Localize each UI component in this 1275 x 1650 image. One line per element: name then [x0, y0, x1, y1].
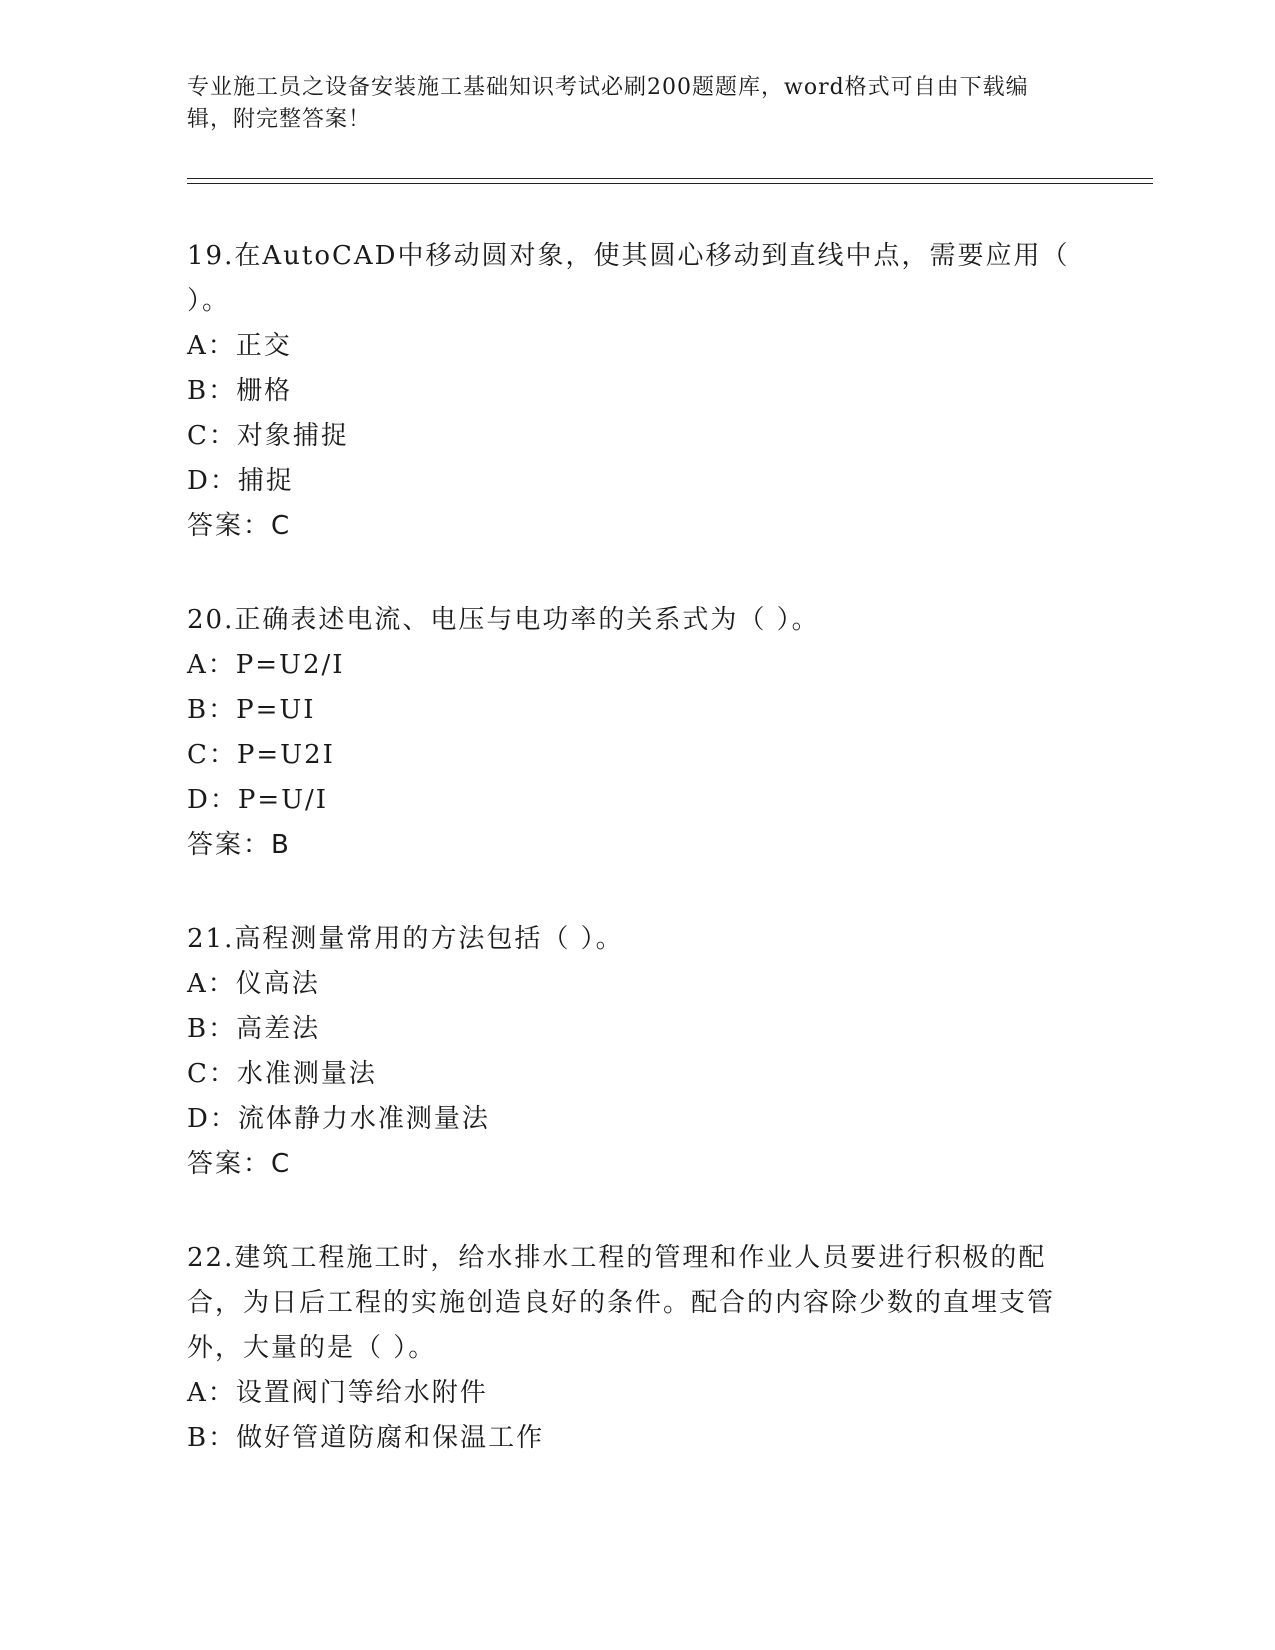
option-text: P=U2I [236, 740, 335, 770]
option-key: D： [187, 785, 238, 815]
option-key: A： [187, 1378, 236, 1408]
question-stem: 22.建筑工程施工时，给水排水工程的管理和作业人员要进行积极的配合，为日后工程的实施创造良好的条件。配合的内容除少数的直埋支管外，大量的是（ ）。 [187, 1243, 1056, 1363]
option-text: P=UI [236, 695, 316, 725]
option-a [187, 1371, 1087, 1416]
option-c [187, 414, 1087, 459]
option-text: 水准测量法 [236, 1059, 377, 1089]
option-b [187, 1007, 1087, 1052]
option-key: C： [187, 1059, 237, 1089]
option-key: A： [187, 969, 236, 999]
option-a [187, 962, 1087, 1007]
option-text: 对象捕捉 [236, 421, 349, 451]
option-text: 栅格 [236, 376, 293, 406]
option-b [187, 1416, 1087, 1461]
question-22 [187, 1236, 1087, 1461]
answer-label: 答案：C [187, 511, 292, 541]
option-a [187, 324, 1087, 369]
option-key: B： [187, 376, 237, 406]
question-20 [187, 598, 1087, 868]
option-text: 仪高法 [235, 969, 320, 999]
option-text: 做好管道防腐和保温工作 [236, 1423, 545, 1453]
option-text: P=U/I [237, 785, 329, 815]
option-key: C： [187, 740, 237, 770]
option-text: 设置阀门等给水附件 [235, 1378, 488, 1408]
option-key: D： [187, 466, 238, 496]
document-header [187, 72, 1067, 136]
option-b [187, 369, 1087, 414]
option-a [187, 643, 1087, 688]
header-title: 专业施工员之设备安装施工基础知识考试必刷200题题库，word格式可自由下载编辑，附完整答案！ [187, 75, 1029, 132]
option-key: B： [187, 1014, 237, 1044]
option-text: 捕捉 [237, 466, 294, 496]
option-d [187, 1097, 1087, 1142]
header-divider-bottom [187, 183, 1153, 184]
option-key: A： [187, 650, 236, 680]
option-key: B： [187, 1423, 237, 1453]
option-c [187, 733, 1087, 778]
question-19 [187, 234, 1087, 549]
question-stem: 20.正确表述电流、电压与电功率的关系式为（ ）。 [187, 605, 820, 635]
option-text: P=U2/I [235, 650, 345, 680]
question-stem: 19.在AutoCAD中移动圆对象，使其圆心移动到直线中点，需要应用（ ）。 [187, 241, 1070, 316]
question-stem: 21.高程测量常用的方法包括（ ）。 [187, 924, 624, 954]
option-key: C： [187, 421, 237, 451]
option-key: D： [187, 1104, 238, 1134]
option-text: 正交 [235, 331, 292, 361]
option-d [187, 459, 1087, 504]
option-text: 流体静力水准测量法 [237, 1104, 490, 1134]
question-21 [187, 917, 1087, 1187]
option-key: A： [187, 331, 236, 361]
answer-label: 答案：B [187, 830, 291, 860]
option-key: B： [187, 695, 237, 725]
option-d [187, 778, 1087, 823]
answer-label: 答案：C [187, 1149, 292, 1179]
option-b [187, 688, 1087, 733]
option-text: 高差法 [236, 1014, 321, 1044]
header-divider-top [187, 178, 1153, 179]
option-c [187, 1052, 1087, 1097]
